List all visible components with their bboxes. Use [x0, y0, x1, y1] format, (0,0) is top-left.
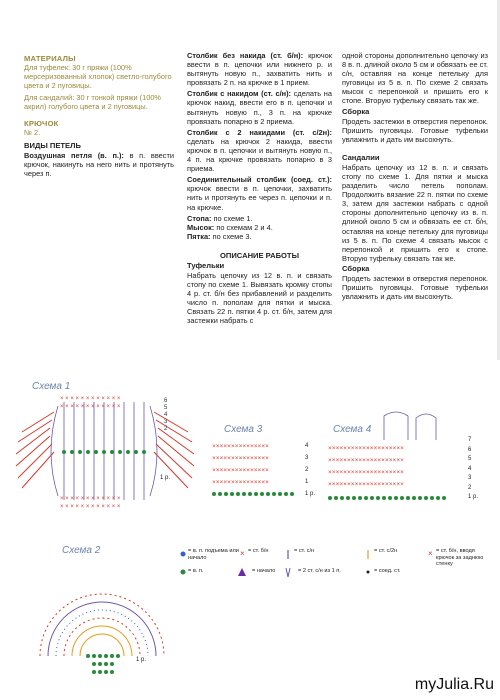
air-loop-term: Воздушная петля (в. п.): [24, 150, 124, 160]
dc-term: Столбик с накидом (ст. с/н): [187, 89, 292, 99]
scheme-3-row: 3 [305, 455, 309, 461]
hook-size: № 2. [24, 128, 41, 138]
dc-text: сделать на крючок накид, ввести его в п. цепочки и вытянуть новую п., 3 п. на крючке провязать попарно в 2 приема. [187, 89, 332, 126]
legend-chain: = в. п. [188, 568, 204, 574]
toe-text: по схемам 2 и 4. [216, 222, 273, 232]
svg-text:×××××××××××××××: ××××××××××××××× [212, 479, 269, 486]
scheme-1-diagram [14, 392, 204, 520]
assembly-heading: Сборка [342, 106, 370, 116]
svg-text:6: 6 [164, 398, 168, 404]
svg-text:× × × × × × × × × × × ×: × × × × × × × × × × × × [60, 496, 121, 502]
svg-text:×××××××××××××××: ××××××××××××××× [212, 467, 269, 474]
svg-text:××××××××××××××××××××: ×××××××××××××××××××× [328, 481, 404, 488]
toe-term: Мысок: [187, 222, 215, 232]
svg-text:×××××××××××××××: ××××××××××××××× [212, 443, 269, 450]
scheme-3-row: 2 [305, 467, 309, 473]
svg-text:× × × × × × × × × × × ×: × × × × × × × × × × × × [60, 404, 121, 410]
svg-text:5: 5 [164, 405, 168, 411]
scheme-4-row: 6 [468, 446, 472, 453]
scheme-4-row-label: 1 р. [468, 494, 479, 500]
sandals-heading: Сандалии [342, 152, 380, 162]
svg-text:× × × × × × × × × × × ×: × × × × × × × × × × × × [60, 504, 121, 510]
scheme-2-diagram [30, 556, 180, 680]
sc-paragraph [187, 51, 332, 87]
sc-term: Столбик без накида (ст. б/н): [187, 51, 304, 60]
scheme-2-title: Схема 2 [62, 545, 101, 556]
toe-line [187, 223, 332, 232]
work-heading: ОПИСАНИЕ РАБОТЫ [219, 250, 300, 260]
scheme-3-row-numbers [305, 440, 315, 500]
sole-line [187, 214, 332, 223]
svg-text:2: 2 [164, 426, 168, 432]
svg-text:××××××××××××××××××××: ×××××××××××××××××××× [328, 445, 404, 452]
heel-line [187, 232, 332, 241]
legend-slip-st: = соед. ст. [374, 568, 401, 574]
column-1 [24, 54, 174, 178]
legend-sc-back-loop: = ст. б/н, вводя крючок за заднюю стенку [436, 548, 484, 567]
svg-text:××××××××××××××××××××: ×××××××××××××××××××× [328, 457, 404, 464]
brand-logo-text: myJulia.Ru [414, 676, 494, 693]
scheme-1-title: Схема 1 [32, 381, 71, 392]
tr-text: сделать на крючок 2 накида, ввести крючок в п. цепочки и вытянуть новую п., 4 п. на крючке провязать попарно в 3 приема. [187, 136, 332, 174]
heel-term: Пятка: [187, 231, 211, 241]
svg-text:××××××××××××××××××××: ×××××××××××××××××××× [328, 469, 404, 476]
materials-heading: МАТЕРИАЛЫ [24, 54, 76, 63]
legend-sc: = ст. б/н [248, 548, 269, 554]
sandals-text: Набрать цепочку из 12 в. п. и связать стопу по схеме 1. Для пятки и мыска разделить число петель пополам. Продолжить вязание 22 п. пятки по схеме 3, затем для застежки набрать с одной стороны дополнительно цепочку из в. п. длиной около 5 см и обвязать ее ст. б/н, оставляя на конце петельку для пуговицы из 5 в. п. По схеме 4 связать мысок с перепонкой и пришить его к стопе. Вторую туфельку связать так же. [342, 162, 488, 263]
scheme-3-row: 4 [305, 443, 309, 449]
scheme-4-row-numbers [468, 436, 478, 503]
scheme-3-row: 1 [305, 479, 309, 485]
materials-sandals: Для сандалий: 30 г тонкой пряжи (100% акрил) голубого цвета и 2 пуговицы. [24, 93, 162, 112]
svg-text:3: 3 [164, 419, 168, 425]
materials-shoes: Для туфелек: 30 г пряжи (100% мерсеризованный хлопок) светло-голубого цвета и 2 пуговицы. [24, 63, 172, 91]
scheme-4-row: 3 [468, 475, 472, 481]
assembly-text: Продеть застежки в отверстия перепонок. Пришить пуговицы. Готовые туфельки увлажнить и дать им высохнуть. [342, 116, 488, 144]
tr-term: Столбик с 2 накидами (ст. с/2н): [187, 127, 332, 137]
sole-term: Стопа: [187, 213, 212, 223]
scheme-2-row-label: 1 р. [136, 657, 147, 663]
assembly2-text: Продеть застежки в отверстия перепонок. Пришить пуговицы. Готовые туфельки увлажнить и дать им высохнуть. [342, 273, 488, 302]
legend-tr: = ст. с/2н [374, 548, 398, 554]
sole-text: по схеме 1. [213, 213, 253, 223]
scheme-4-row: 5 [468, 456, 472, 462]
air-loop-paragraph [24, 151, 174, 178]
tr-paragraph [187, 128, 332, 173]
heel-text: по схеме 3. [212, 231, 252, 241]
scheme-4-row: 2 [468, 484, 472, 491]
column-3 [342, 51, 488, 301]
svg-text:4: 4 [164, 412, 168, 418]
scheme-3-row-label: 1 р. [305, 491, 316, 497]
column-2 [187, 51, 332, 325]
ss-text: крючок ввести в п. цепочки, захватить нить и протянуть ее через п. цепочки и п. на крючке. [187, 184, 332, 212]
legend-chain-start: = в. п. подъема или начало [188, 548, 239, 561]
shoes-text: Набрать цепочку из 12 в. п. и связать стопу по схеме 1. Вывязать кромку стопы 4 р. ст. б/н без прибавлений и разделить число п. пополам для пятки и мыска. Связать 22 п. пятки 4 р. ст. б/н, затем для застежки набрать с [187, 270, 332, 326]
scheme-3-diagram [210, 436, 310, 506]
ss-paragraph [187, 175, 332, 211]
shoes-continued: одной стороны дополнительно цепочку из 8 в. п. длиной около 5 см и обвязать ее ст. с/н, оставляя на конце петельку для пуговицы из 5 в. п. По схеме 2 связать мысок с перепонкой и пришить его к стопе. Вторую туфельку связать так же. [342, 51, 488, 106]
ss-term: Соединительный столбик (соед. ст.): [187, 175, 332, 185]
scheme-1-row-label: 1 р. [160, 475, 171, 481]
scheme-4-row: 4 [468, 465, 472, 472]
scheme-4-diagram [326, 410, 486, 522]
scheme-4-title: Схема 4 [333, 424, 372, 435]
legend-dc: = ст. с/н [294, 548, 315, 554]
legend-2dc-one-st: = 2 ст. с/н из 1 п. [298, 568, 341, 574]
sc-text: крючок ввести в п. цепочки или нижнего р. и вытянуть новую п., захватить нить и провязать 2 п. на крючке в 1 прием. [187, 51, 332, 88]
svg-text:×: × [428, 549, 433, 558]
shoes-heading: Туфельки [187, 260, 225, 270]
loops-heading: ВИДЫ ПЕТЕЛЬ [24, 140, 81, 150]
svg-text:×: × [240, 549, 245, 558]
svg-text:×××××××××××××××: ××××××××××××××× [212, 455, 269, 462]
scheme-4-row: 7 [468, 437, 472, 443]
legend-start: = начало [252, 568, 276, 574]
assembly2-heading: Сборка [342, 263, 370, 273]
hook-heading: КРЮЧОК [24, 119, 59, 129]
dc-paragraph [187, 89, 332, 125]
svg-text:× × × × × × × × × × × ×: × × × × × × × × × × × × [60, 396, 121, 402]
scheme-3-title: Схема 3 [224, 424, 263, 435]
air-loop-text: в п. ввести крючок, накинуть на него нить и протянуть через п. [24, 150, 174, 178]
